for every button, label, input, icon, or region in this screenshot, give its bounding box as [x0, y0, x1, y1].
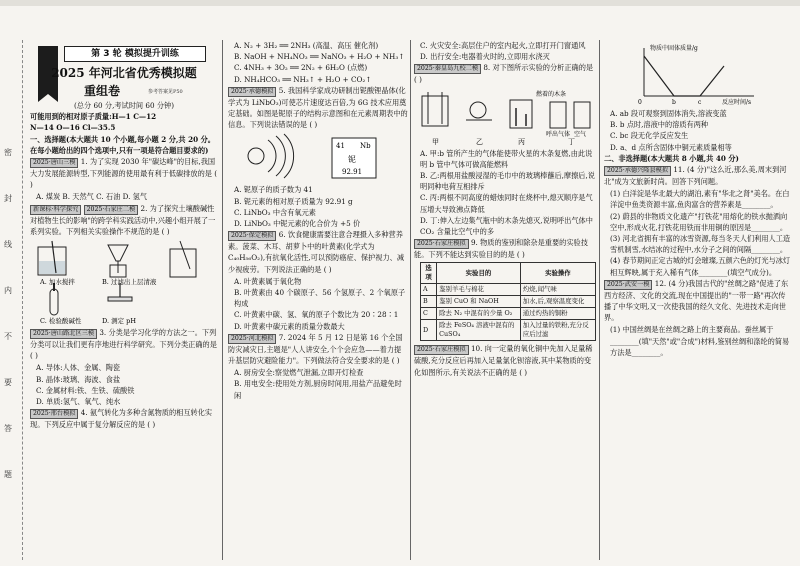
question-text: 4. 氨气转化为多种含氮物质的相互转化实现。下列反应中属于复分解反应的是 ( ): [30, 408, 213, 430]
option: D. 叶黄素中碳元素的质量分数最大: [234, 321, 345, 331]
lab-operations-figure: [30, 239, 218, 325]
question-5: [228, 85, 408, 131]
column-3: [414, 40, 596, 379]
beaker-icon: [170, 249, 196, 277]
column-divider: [410, 40, 411, 560]
option: A. 甲:b 管所产生的气体能使带火星的木条复燃,由此说明 b 管中气体可做高能燃料: [420, 148, 593, 169]
option: B. 用电安全:使用处方剂,厨房时间用,用盐产品避免时闲: [234, 379, 402, 400]
source-tag: 2025·邢台模拟: [30, 409, 78, 419]
question-text: 7. 2024 年 5 月 12 日是第 16 个全国防灾减灾日,主题是"人人讲安全,个个会应急——着力提升基层防灾避险能力"。下列做法符合安全要求的是 ( ): [228, 332, 403, 366]
column-divider: [222, 40, 223, 560]
seal-char: 不: [4, 332, 12, 341]
option: C. 火灾安全:高层住户的室内起火,立即打开门窗通风: [420, 41, 586, 50]
column-divider: [599, 40, 600, 560]
seal-char: 题: [4, 470, 12, 479]
column-4: [604, 40, 792, 358]
sub-question: (4) 春节期间正定古城的灯会璀璨,五颜六色的灯光与冰灯相互辉映,属于充入稀有气体________(填空气成分)。: [610, 256, 791, 277]
electron-shell-icon: [276, 136, 285, 176]
source-tag: 2025·石家庄模拟: [414, 239, 469, 249]
answer-reference: 参考答案见P50: [148, 89, 183, 95]
question-7: [228, 332, 408, 366]
source-tag: 2025·保定模拟: [228, 231, 276, 241]
question-text: 1. 为了实现 2030 年"碳达峰"的目标,我国大力发展能源转型,下列能源的使用最有利于低碳排放的是 ( ): [30, 157, 218, 190]
option: C. 叶黄素中碳、氢、氧的原子个数比为 20∶28∶1: [234, 310, 399, 320]
question-3: [30, 327, 218, 361]
source-tag: 2025·承德兴隆县模拟: [604, 166, 671, 176]
gas-bottle-icon: [574, 102, 590, 128]
table-row: [421, 308, 596, 320]
rod-icon: [470, 102, 486, 118]
seal-line: [22, 40, 23, 560]
figure-note: 空气: [574, 130, 587, 138]
sub-question: (1) 白洋淀是华北最大的湖泊,素有"华北之肾"美名。在白洋淀中鱼类资源丰富,鱼肉富含的营养素是________。: [610, 189, 790, 210]
option: A. N₂ + 3H₂ ══ 2NH₃ (高温、高压 催化剂): [234, 41, 379, 50]
option: D. 丁:伸入左边集气瓶中的木条先熄灭,说明呼出气体中 CO₂ 含量比空气中的多: [420, 215, 593, 237]
source-tag: 新课标·科学探究: [30, 205, 81, 215]
table-cell: 灼烧,闻气味: [520, 284, 595, 296]
atomic-mass: 92.91: [342, 168, 363, 177]
table-cell: A: [421, 284, 437, 296]
sub-question: (1) 中国丝绸是在丝绸之路上的主要商品。蚕丝属于________(填"天然"或"合成")材料,鉴别丝绸和涤纶的简易方法是________。: [610, 325, 790, 357]
seal-char: 要: [4, 378, 12, 387]
column-2: [228, 40, 408, 401]
table-row: [421, 320, 596, 341]
figure-label: 丙: [518, 137, 525, 146]
question-2: [30, 203, 218, 237]
y-axis-label: 物质中固体质量/g: [650, 45, 698, 52]
question-8: [414, 62, 596, 85]
question-text: 6. 饮食健康需要注意合理摄入多种营养素。菠菜、木耳、胡萝卜中的叶黄素(化学式为 C₄₀H₅₆O₂),有抗氧化活性,可以预防癌症、保护视力、减少视疲劳。下列说法正确的是 ( ): [228, 230, 405, 274]
table-cell: 鉴别 CuO 和 NaOH: [437, 296, 521, 308]
source-tag: 2025·唐山路北区三模: [30, 329, 97, 339]
element-symbol: Nb: [360, 142, 371, 151]
question-10: [414, 343, 596, 377]
question-text: 11. (4 分)"这么近,那么美,周末到河北"成为文旅新时尚。回答下列问题。: [604, 165, 787, 187]
option: B. 铌元素的相对原子质量为 92.91 g: [234, 196, 353, 206]
table-cell: 除去 FeSO₄ 溶液中混有的 CuSO₄: [437, 320, 521, 341]
experiment-table: [420, 262, 596, 341]
table-cell: 鉴别羊毛与棉花: [437, 284, 521, 296]
figure-note: 呼出气体: [546, 130, 571, 138]
question-6: [228, 229, 408, 275]
option: D. a、d 点所含固体中铜元素质量相等: [610, 142, 732, 152]
atomic-mass-line: N—14 O—16 Cl—35.5: [30, 123, 116, 133]
experiment-figure: [414, 88, 596, 146]
section-heading: 一、选择题(本大题共 10 个小题,每小题 2 分,共 20 分。在每小题给出的四个选项中,只有一项是符合题目要求的): [30, 134, 215, 155]
source-tag: 2025·秦皇岛九校二模: [414, 64, 481, 74]
tick-label: c: [698, 99, 702, 106]
option: B. b 点时,溶液中的溶质有两种: [610, 120, 709, 130]
electrolysis-apparatus-icon: [422, 96, 448, 126]
paper-title: 2025 年河北省优秀模拟题: [51, 66, 197, 80]
table-cell: C: [421, 308, 437, 320]
round-label: 第 3 轮 模拟提升训练: [64, 46, 206, 62]
table-cell: 除去 N₂ 中混有的少量 O₂: [437, 308, 521, 320]
question-text: 10. 向一定量的氧化铜中先加入足量稀硫酸,充分反应后再加入足量氯化钡溶液,其中某物质的变化如图所示,有关说法不正确的是 ( ): [414, 344, 593, 377]
paper-subtitle: 重组卷: [84, 84, 121, 98]
question-1: [30, 156, 218, 190]
seal-char: 内: [4, 286, 12, 295]
mass-time-graph: [604, 42, 792, 106]
liquid-icon: [39, 261, 65, 274]
option: C. LiNbO₃ 中含有氧元素: [234, 207, 316, 217]
option: D. 出行安全:电器着火时的,立即用水浇灭: [420, 52, 550, 62]
table-cell: 通过灼热的铜粉: [520, 308, 595, 320]
figure-label: C. 检验酸碱性: [40, 317, 82, 326]
question-text: 8. 对下图所示实验的分析正确的是 ( ): [414, 63, 594, 85]
option: A. 铌原子的质子数为 41: [234, 185, 313, 195]
option: C. 4NH₃ + 3O₂ ══ 2N₂ + 6H₂O (点燃): [234, 63, 368, 73]
question-text: 9. 物质的鉴别和除杂是重要的实验技能。下列不能达到实验目的的是 ( ): [414, 238, 588, 260]
electron-shell-icon: [268, 140, 276, 172]
option: A. 厨房安全:察觉燃气泄漏,立即开灯检查: [234, 368, 364, 378]
niobium-figure: [228, 132, 408, 182]
option: B. NaOH + NH₄NO₃ ══ NaNO₃ + H₂O + NH₃↑: [234, 52, 405, 62]
option: B. 叶黄素由 40 个碳原子、56 个氢原子、2 个氧原子构成: [234, 288, 406, 309]
beaker-icon: [510, 100, 532, 128]
source-tag: 2025·唐山三模: [30, 158, 78, 168]
question-4: [30, 407, 218, 430]
column-1: [30, 100, 218, 431]
question-options: A. 煤炭 B. 天然气 C. 石油 D. 氢气: [36, 192, 148, 202]
seal-char: 答: [4, 424, 12, 433]
question-9: [414, 237, 596, 260]
option: A. 叶黄素属于氧化物: [234, 276, 302, 286]
question-12: [604, 278, 792, 324]
figure-label: D. 测定 pH: [102, 317, 137, 326]
source-tag: 2025·河北模拟: [228, 334, 276, 344]
graph-line: [644, 56, 724, 96]
figure-label: 乙: [476, 137, 483, 146]
figure-label: 丁: [568, 137, 575, 146]
table-row: [421, 284, 596, 296]
tick-label: b: [672, 99, 676, 106]
section-heading: 二、非选择题(本大题共 8 小题,共 40 分): [604, 153, 739, 163]
tick-label: 0: [638, 99, 642, 106]
x-axis-label: 反应时间/s: [722, 99, 752, 106]
option: D. NH₄HCO₃ ══ NH₃↑ + H₂O + CO₂↑: [234, 74, 372, 84]
gas-bottle-icon: [550, 102, 566, 128]
test-tube-icon: [50, 289, 58, 315]
funnel-icon: [108, 245, 128, 261]
option: C. bc 段无化学反应发生: [610, 131, 689, 141]
option: C. 丙:两根不同高度的蜡烛同时在烧杯中,熄灭顺序是气压增大导致沸点降低: [420, 193, 593, 214]
table-cell: 加入过量的铁粉,充分反应后过滤: [520, 320, 595, 341]
option: A. ab 段可观察到固体消失,溶液变蓝: [610, 109, 727, 118]
table-cell: 加水,后,观察温度变化: [520, 296, 595, 308]
question-text: 2. 为了探究土壤酸碱性对植物生长的影响"的跨学科实践活动中,兴趣小组开展了一系列实验。下列相关实验操作不规范的是 ( ): [30, 203, 216, 236]
figure-label: B. 过滤出上层清液: [102, 278, 157, 287]
option: B. 乙:两根用盐酸浸湿的毛巾中的玻璃棒蘸后,摩擦后,说明同种电荷互相排斥: [420, 171, 595, 192]
source-tag: 2025·石家庄模拟: [414, 345, 469, 355]
seal-char: 密: [4, 148, 12, 157]
seal-line-text: [4, 130, 16, 498]
sub-question: (3) 河北省拥有丰富的冰雪资源,每当冬天人们利用人工造雪机制雪,水结冰的过程中,水分子之间的间隔________。: [610, 234, 791, 255]
source-tag: 2025·承德模拟: [228, 87, 276, 97]
figure-label: A. 加水搅拌: [40, 278, 75, 287]
source-tag: 2025·石家庄二模: [84, 205, 139, 215]
question-text: 5. 我国科学家成功研制出铌酸锂晶体(化学式为 LiNbO₃)可使芯片速度达百倍,为 6G 技术应用奠定基础。如图是铌原子的结构示意图和在元素周期表中的信息。下列说法错误的是 ( ): [228, 85, 408, 130]
nucleus-icon: [248, 148, 264, 164]
ph-paper-icon: [108, 297, 132, 301]
source-tag: 2025·武安一模: [604, 280, 652, 290]
option: A. 导体:人体、金属、陶瓷: [36, 363, 121, 373]
question-text: 12. (4 分)我国古代的"丝绸之路"促进了东西方经济、文化的交流,现在中国提出的"一带一路"再次传播了中华文明,又一次使我国的经久文化、先进技术走向世界。: [604, 278, 789, 323]
figure-note: 燃着的木条: [536, 90, 567, 98]
question-11: [604, 164, 792, 187]
table-header: 实验目的: [437, 263, 521, 284]
option: D. 单质:氢气、氧气、纯水: [36, 397, 121, 407]
option: D. LiNbO₃ 中铌元素的化合价为 +5 价: [234, 219, 361, 229]
seal-char: 封: [4, 194, 12, 203]
table-header: 选项: [421, 263, 437, 284]
table-cell: D: [421, 320, 437, 341]
figure-label: 甲: [432, 137, 439, 146]
table-row: [421, 296, 596, 308]
option: B. 晶体:玻璃、海波、食盐: [36, 374, 121, 384]
top-edge: [0, 0, 800, 6]
question-text: 3. 分类是学习化学的方法之一。下列分类可以让我们更有序地进行科学研究。下列分类正确的是 ( ): [30, 328, 217, 361]
atomic-number: 41: [336, 142, 345, 151]
option: C. 金属材料:铁、生铁、硫酸铁: [36, 385, 135, 395]
atomic-mass-line: 可能用到的相对原子质量:H—1 C—12: [30, 112, 157, 122]
element-name: 铌: [348, 155, 356, 165]
exam-meta: (总分 60 分,考试时间 60 分钟): [73, 101, 174, 110]
sub-question: (2) 蔚县的非物质文化遗产"打铁花"用熔化的铁水抛洒向空中,形成火花,打铁花用铁而非用铜的原因是________。: [610, 211, 788, 232]
table-header: 实验操作: [520, 263, 595, 284]
seal-char: 线: [4, 240, 12, 249]
table-cell: B: [421, 296, 437, 308]
